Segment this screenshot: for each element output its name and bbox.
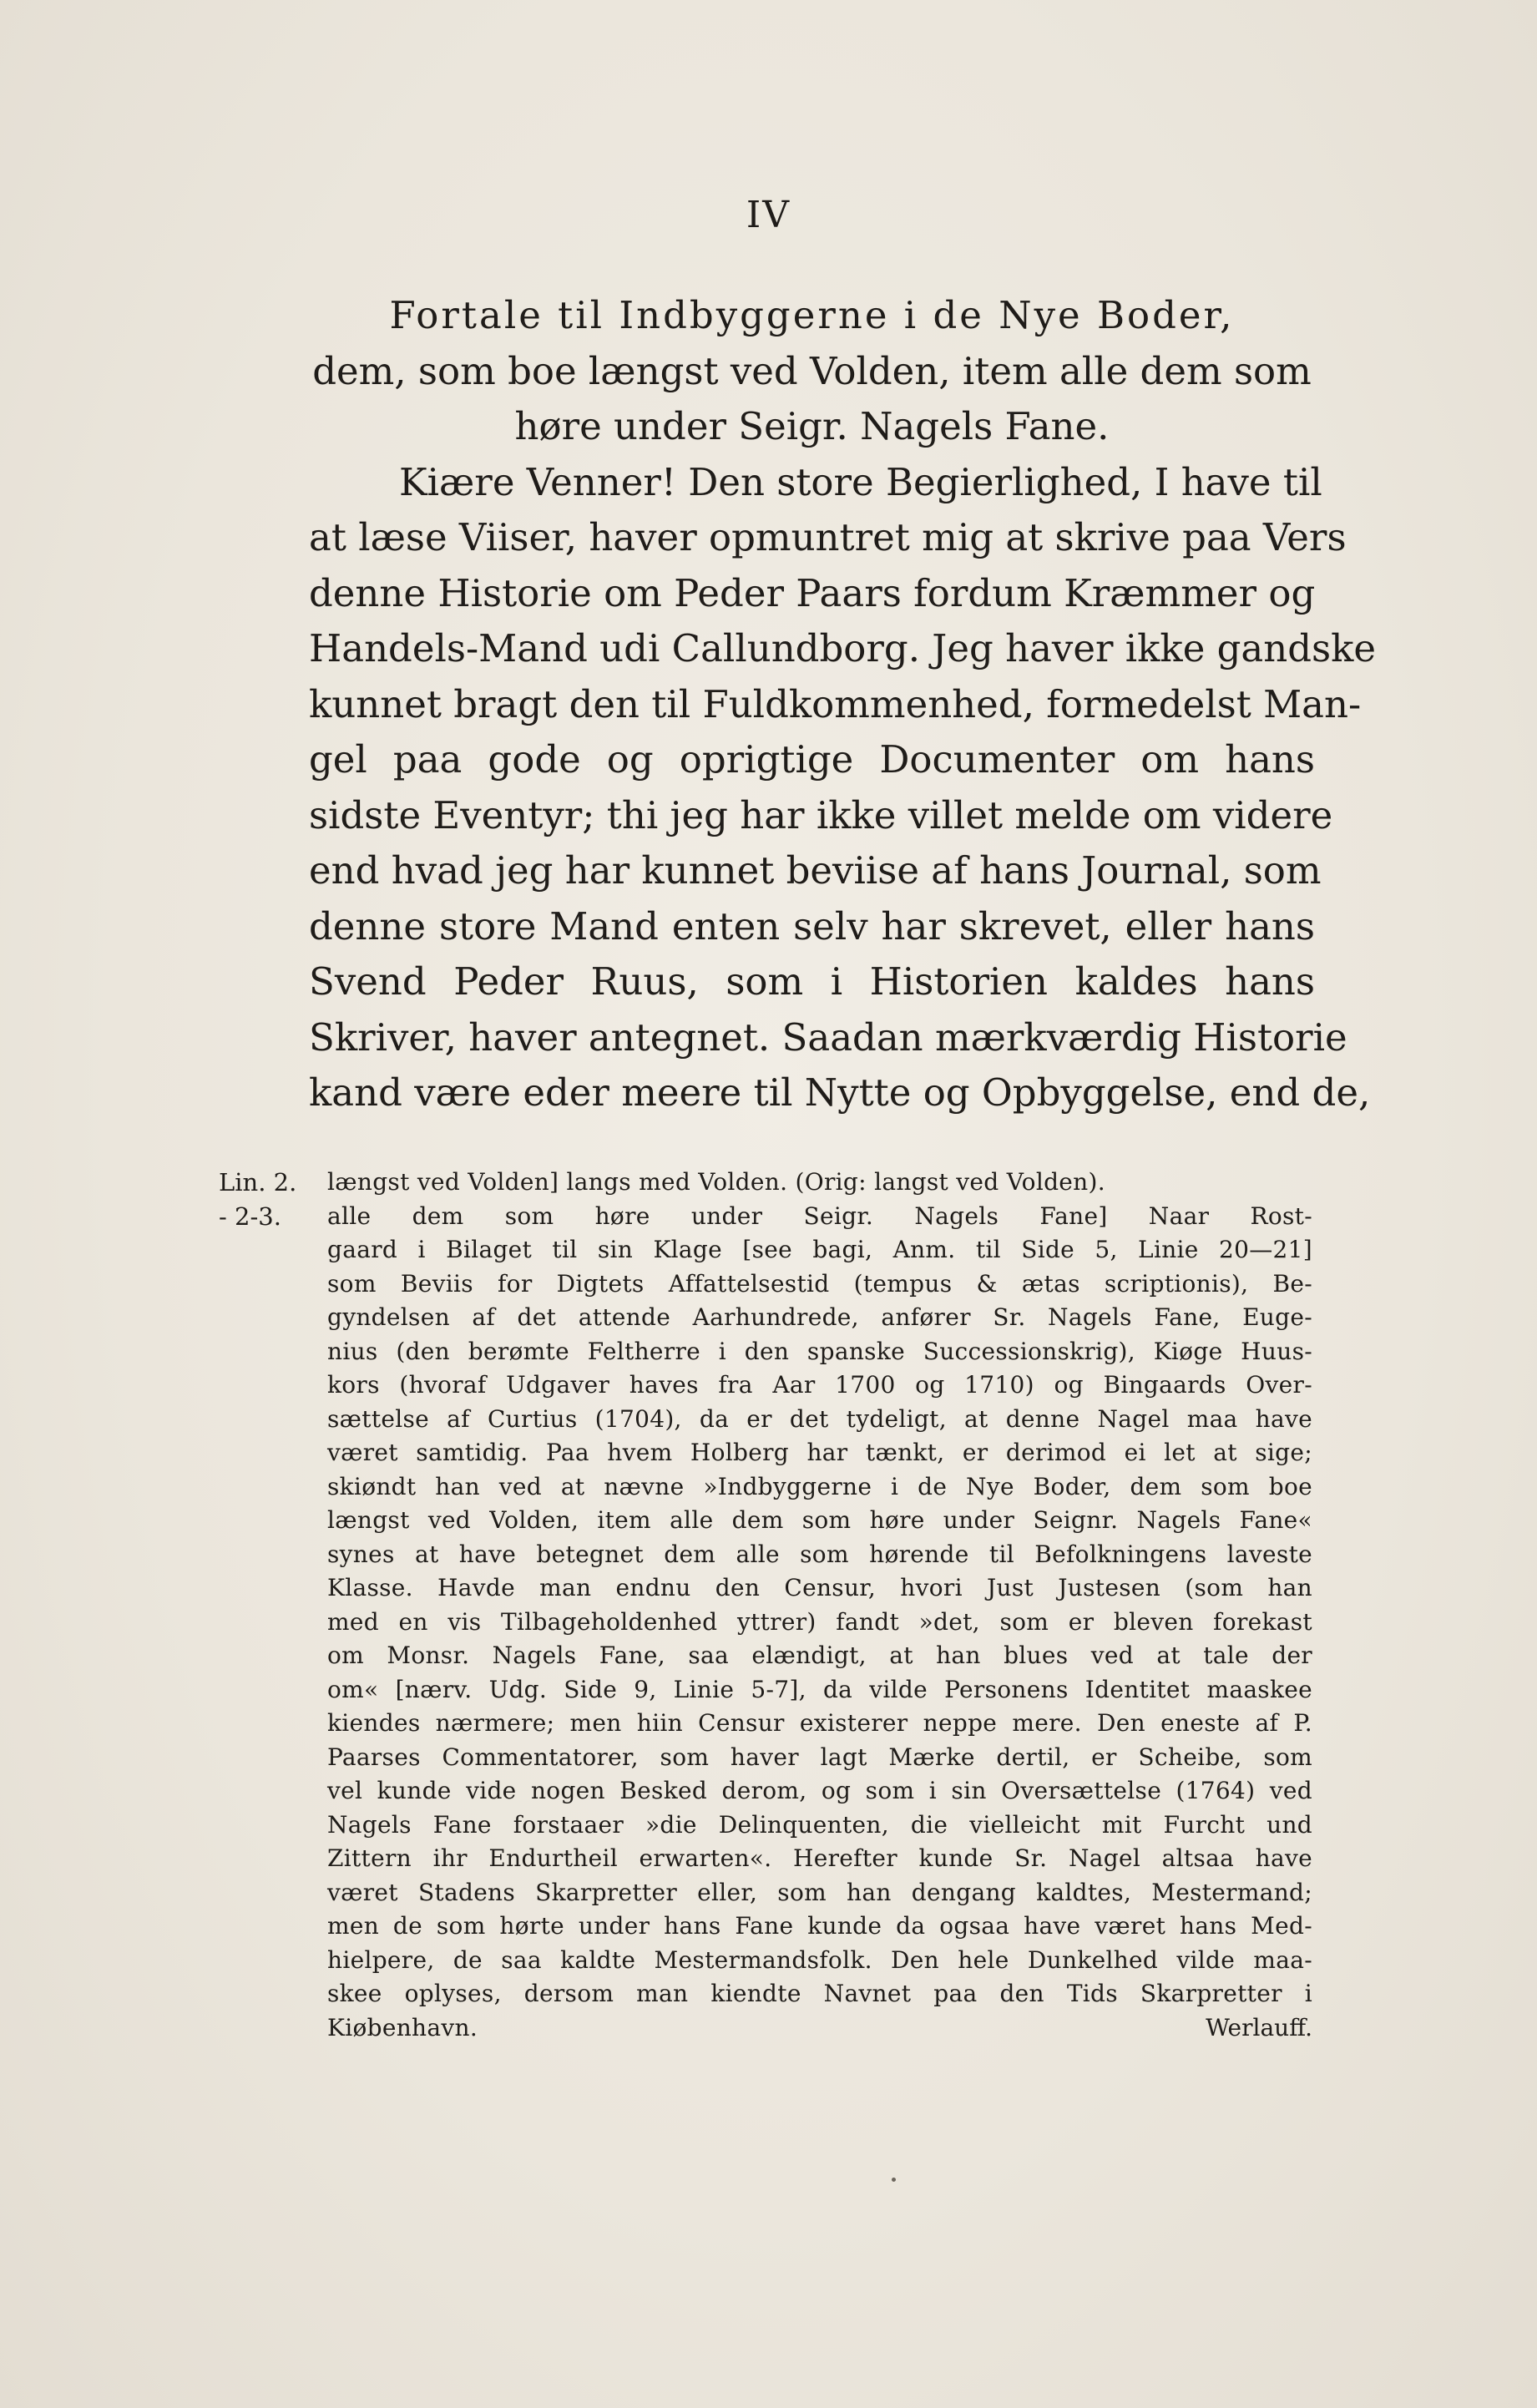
- text-line: Handels-Mand udi Callundborg. Jeg haver ikke gandske: [309, 626, 1377, 670]
- footnote: [219, 1166, 1312, 1200]
- text-line: Svend Peder Ruus, som i Historien kaldes hans: [309, 959, 1315, 1004]
- footnote-line: skee oplyses, dersom man kiendte Navnet paa den Tids Skarpretter i: [327, 1980, 1312, 2007]
- footnote-line: hielpere, de saa kaldte Mestermandsfolk. Den hele Dunkelhed vilde maa-: [327, 1945, 1312, 1974]
- paper-speck: [892, 2178, 896, 2182]
- footnote-line: Klasse. Havde man endnu den Censur, hvori Just Justesen (som han: [327, 1574, 1312, 1601]
- text-line: denne store Mand enten selv har skrevet, eller hans: [309, 903, 1315, 949]
- footnote-signature: Werlauff.: [1206, 2013, 1312, 2041]
- text-line: Skriver, haver antegnet. Saadan mærkværdig Historie: [309, 1014, 1347, 1060]
- footnote-line: sættelse af Curtius (1704), da er det tydeligt, at denne Nagel maa have: [327, 1404, 1312, 1433]
- footnote-line: længst ved Volden] langs med Volden. (Orig: langst ved Volden).: [327, 1168, 1105, 1196]
- footnote-body: [327, 1200, 1312, 2046]
- footnote-line: Kiøbenhavn.: [327, 2013, 478, 2041]
- footnote-line: længst ved Volden, item alle dem som høre under Seignr. Nagels Fane«: [327, 1506, 1312, 1534]
- footnote-line-ref: Lin. 2.: [219, 1168, 297, 1196]
- footnote-line: vel kunde vide nogen Besked derom, og som i sin Oversættelse (1764) ved: [327, 1777, 1312, 1804]
- footnote-line: Zittern ihr Endurtheil erwarten«. Herefter kunde Sr. Nagel altsaa have: [327, 1844, 1312, 1872]
- text-line: sidste Eventyr; thi jeg har ikke villet melde om videre: [309, 792, 1333, 837]
- text-line: denne Historie om Peder Paars fordum Kræmmer og: [309, 570, 1316, 615]
- text-line: kunnet bragt den til Fuldkommenhed, formedelst Man-: [309, 681, 1362, 726]
- footnote-line: om Monsr. Nagels Fane, saa elændigt, at han blues ved at tale der: [327, 1642, 1312, 1669]
- footnotes: [219, 1166, 1312, 2045]
- text-line: at læse Viiser, haver opmuntret mig at skrive paa Vers: [309, 515, 1347, 559]
- footnote-line: synes at have betegnet dem alle som hørende til Befolkningens laveste: [327, 1540, 1312, 1568]
- text-line: kand være eder meere til Nytte og Opbyggelse, end de,: [309, 1070, 1371, 1115]
- text-line: Kiære Venner! Den store Begierlighed, I have til: [399, 459, 1322, 504]
- footnote-line: været Stadens Skarpretter eller, som han dengang kaldtes, Mestermand;: [327, 1878, 1312, 1906]
- footnote-line: kiendes nærmere; men hiin Censur existerer neppe mere. Den eneste af P.: [327, 1709, 1312, 1737]
- footnote-body: [327, 1166, 1312, 1200]
- footnote-line: nius (den berømte Feltherre i den spanske Successionskrig), Kiøge Huus-: [327, 1337, 1312, 1365]
- footnote-line: gyndelsen af det attende Aarhundrede, anfører Sr. Nagels Fane, Euge-: [327, 1303, 1312, 1331]
- page-number: IV: [746, 194, 791, 236]
- footnote-line-ref: - 2-3.: [219, 1201, 281, 1231]
- footnote-line: Nagels Fane forstaaer »die Delinquenten, die vielleicht mit Furcht und: [327, 1810, 1312, 1839]
- footnote-line: været samtidig. Paa hvem Holberg har tænkt, er derimod ei let at sige;: [327, 1439, 1312, 1466]
- footnote-line: men de som hørte under hans Fane kunde da ogsaa have været hans Med-: [327, 1912, 1312, 1940]
- footnote-line: med en vis Tilbageholdenhed yttrer) fandt »det, som er bleven forekast: [327, 1607, 1312, 1636]
- footnote-line: alle dem som høre under Seigr. Nagels Fane] Naar Rost-: [327, 1201, 1312, 1230]
- footnote: [219, 1200, 1312, 2046]
- footnote-line: skiøndt han ved at nævne »Indbyggerne i de Nye Boder, dem som boe: [327, 1472, 1312, 1500]
- text-line: gel paa gode og oprigtige Documenter om hans: [309, 737, 1315, 782]
- text-line: end hvad jeg har kunnet beviise af hans Journal, som: [309, 848, 1322, 893]
- main-text: [309, 288, 1377, 1121]
- footnote-line: Paarses Commentatorer, som haver lagt Mærke dertil, er Scheibe, som: [327, 1743, 1312, 1771]
- footnote-line: som Beviis for Digtets Affattelsestid (tempus & ætas scriptionis), Be-: [327, 1269, 1312, 1298]
- text-line: Fortale til Indbyggerne i de Nye Boder,: [389, 293, 1235, 337]
- text-line: høre under Seigr. Nagels Fane.: [514, 404, 1110, 448]
- footnote-line: kors (hvoraf Udgaver haves fra Aar 1700 og 1710) og Bingaards Over-: [327, 1371, 1312, 1399]
- text-line: dem, som boe længst ved Volden, item alle dem som: [312, 348, 1312, 393]
- footnote-line: om« [nærv. Udg. Side 9, Linie 5-7], da vilde Personens Identitet maaskee: [327, 1675, 1312, 1703]
- footnote-line: gaard i Bilaget til sin Klage [see bagi, Anm. til Side 5, Linie 20—21]: [327, 1236, 1312, 1263]
